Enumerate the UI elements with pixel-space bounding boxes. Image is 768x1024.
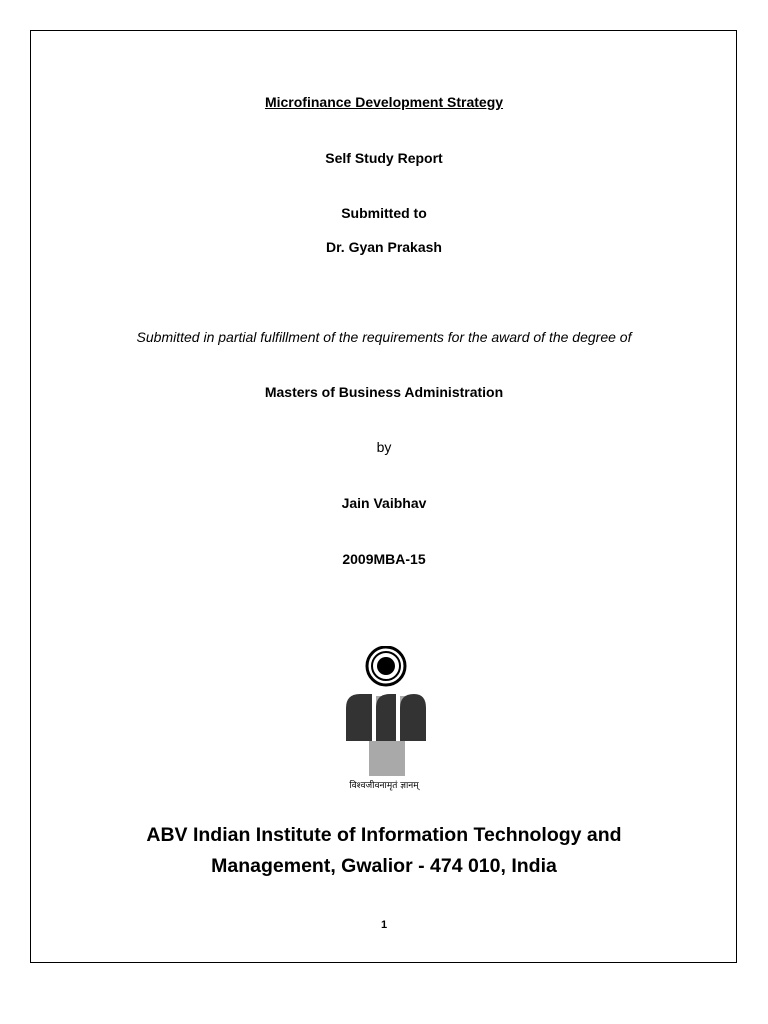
by-label: by bbox=[376, 439, 392, 455]
submitted-to-name: Dr. Gyan Prakash bbox=[326, 239, 442, 255]
author-name: Jain Vaibhav bbox=[341, 495, 427, 511]
institute-logo-icon bbox=[336, 646, 436, 796]
institute-name-line1: ABV Indian Institute of Information Technology and bbox=[146, 824, 622, 846]
degree-name: Masters of Business Administration bbox=[264, 384, 504, 400]
institute-name bbox=[0, 820, 768, 882]
logo-motto: विश्वजीवनामृतं ज्ञानम् bbox=[349, 781, 419, 791]
document-title: Microfinance Development Strategy bbox=[264, 94, 504, 110]
fulfillment-statement: Submitted in partial fulfillment of the requirements for the award of the degree of bbox=[136, 329, 632, 345]
page-number: 1 bbox=[380, 919, 388, 931]
roll-number: 2009MBA-15 bbox=[342, 551, 426, 567]
submitted-to-label: Submitted to bbox=[341, 205, 427, 221]
institute-name-line2: Management, Gwalior - 474 010, India bbox=[211, 855, 557, 877]
report-type: Self Study Report bbox=[325, 150, 443, 166]
